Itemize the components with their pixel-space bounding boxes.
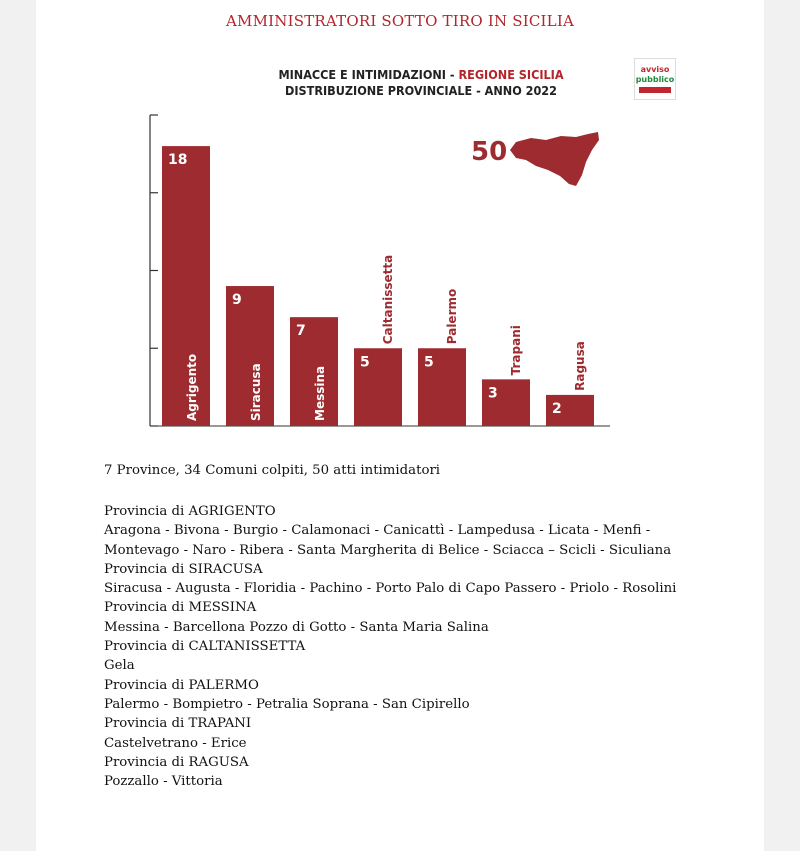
province-towns: Gela	[104, 658, 135, 674]
province-towns: Castelvetrano - Erice	[104, 735, 247, 751]
province-towns: Siracusa - Augusta - Floridia - Pachino - Porto Palo di Capo Passero - Priolo - Rosolini	[104, 581, 677, 597]
province-title: Provincia di RAGUSA	[104, 754, 249, 770]
province-title: Provincia di PALERMO	[104, 677, 259, 693]
category-label: Ragusa	[573, 341, 587, 391]
bar-value-label: 18	[168, 152, 188, 169]
bar-value-label: 5	[424, 354, 434, 371]
category-label: Caltanissetta	[381, 254, 395, 345]
province-title: Provincia di SIRACUSA	[104, 561, 263, 577]
bar-value-label: 5	[360, 354, 370, 371]
chart-title-main: MINACCE E INTIMIDAZIONI -	[278, 67, 459, 82]
category-label: Agrigento	[185, 353, 199, 421]
sicily-map-shape	[510, 132, 599, 186]
province-towns: Palermo - Bompietro - Petralia Soprana - San Cipirello	[104, 696, 470, 712]
logo-line2: pubblico	[635, 75, 675, 84]
bar-value-label: 7	[296, 323, 306, 340]
chart-subtitle: DISTRIBUZIONE PROVINCIALE - ANNO 2022	[285, 83, 557, 98]
category-label: Messina	[313, 365, 327, 421]
document-page	[36, 0, 764, 851]
province-title: Provincia di AGRIGENTO	[104, 504, 276, 519]
chart-bars	[162, 146, 594, 426]
bar-value-label: 3	[488, 385, 498, 402]
sicily-map-icon	[471, 132, 599, 186]
province-towns: Pozzallo - Vittoria	[104, 774, 223, 790]
province-towns: Aragona - Bivona - Burgio - Calamonaci - Canicattì - Lampedusa - Licata - Menfi - Montevago - Naro - Ribera - Santa Margherita di Belice - Sciacca – Scicli - Siculiana	[104, 523, 672, 558]
category-label: Siracusa	[249, 363, 263, 421]
bar-value-label: 2	[552, 400, 562, 417]
page-title: AMMINISTRATORI SOTTO TIRO IN SICILIA	[226, 12, 574, 30]
bar-chart	[36, 0, 764, 460]
summary-text: 7 Province, 34 Comuni colpiti, 50 atti intimidatori	[104, 463, 441, 478]
category-label: Trapani	[509, 325, 523, 376]
bar-value-label: 9	[232, 292, 242, 309]
province-title: Provincia di TRAPANI	[104, 716, 252, 732]
chart-title-region: REGIONE SICILIA	[458, 67, 564, 82]
province-towns: Messina - Barcellona Pozzo di Gotto - Santa Maria Salina	[104, 619, 489, 635]
category-label: Palermo	[445, 288, 459, 345]
total-badge: 50	[471, 137, 508, 167]
province-title: Provincia di CALTANISSETTA	[104, 639, 306, 655]
province-list	[104, 502, 724, 791]
province-title: Provincia di MESSINA	[104, 600, 257, 616]
logo-line1: avviso	[640, 65, 670, 74]
